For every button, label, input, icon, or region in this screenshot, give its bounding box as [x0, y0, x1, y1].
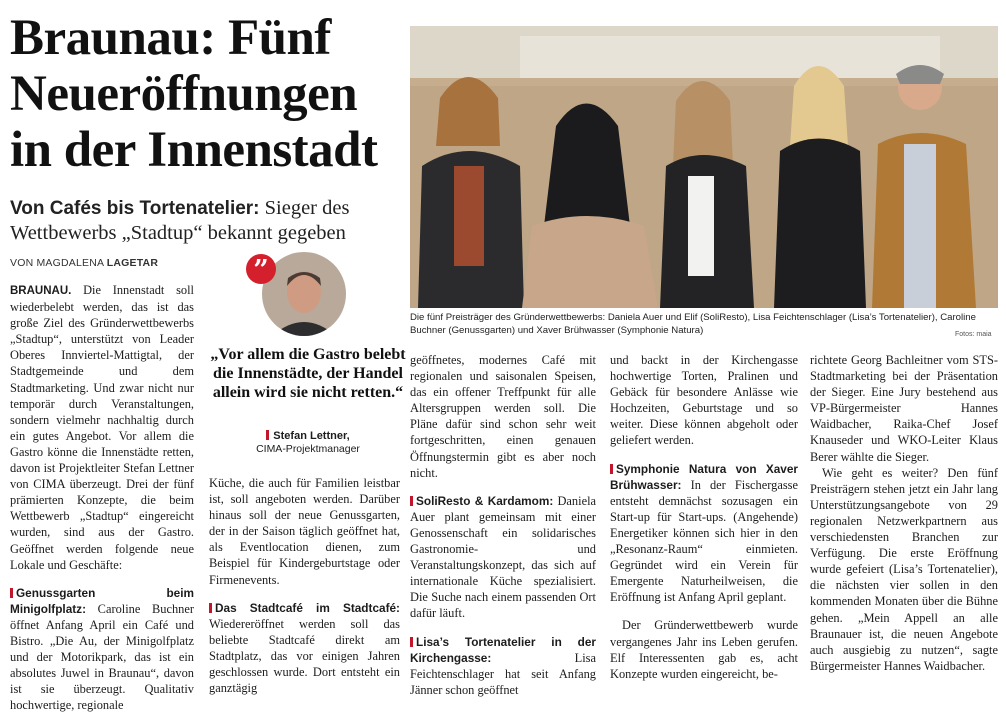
section-heading-genussgarten: Genussgarten beim Minigolfplatz: [10, 585, 194, 616]
paragraph-ausblick: Wie geht es weiter? Den fünf Preisträgern stehen jetzt ein Jahr lang Unterstützungsangebote von 29 regionalen Netzwerkpartnern aus verschiedensten Branchen zur Verfügung. Die erste Eröffnung wurde gefeiert (Lisa’s Tortenatelier), die nächsten vier sollen in den kommenden Monaten über die Bühne gehen. „Mein Appell an alle Braunauer ist, die neuen Angebote auch ausgiebig zu nutzen“, sagte Bürgermeister Hannes Waidbacher. [810, 465, 998, 673]
paragraph-stadtcafe-text: Wiedereröffnet werden soll das beliebte Stadtcafé direkt am Stadtplatz, das vor einigen Jahren geschlossen wurde. Dort entsteht ein ganztägig [209, 616, 400, 696]
subheadline [10, 196, 390, 246]
paragraph-intro [10, 282, 194, 573]
paragraph-soliresto [410, 493, 596, 622]
paragraph-tortenatelier [410, 634, 596, 698]
paragraph-genussgarten [10, 585, 194, 713]
quote-author-role: CIMA-Projektmanager [256, 443, 360, 455]
paragraph-symphonie-natura [610, 461, 798, 606]
paragraph-stadtcafe [209, 600, 400, 697]
paragraph-wettbewerb: Der Gründerwettbewerb wurde vergangenes Jahr ins Leben gerufen. Elf Interessenten gab es, acht Konzepte wurden eingereicht, be- [610, 618, 798, 681]
photo-caption: Die fünf Preisträger des Gründerwettbewerbs: Daniela Auer und Elif (SoliResto), Lisa Feichtenschlager (Lisa’s Tortenatelier), Caroline Buchner (Genussgarten) und Xaver Brühwasser (Symphonie Natura) [410, 312, 976, 336]
quote-author: Stefan Lettner, [208, 429, 408, 443]
paragraph-jury: richtete Georg Bachleitner vom STS-Stadtmarketing bei der Präsentation der Sieger. Eine Jury bestehend aus VP-Bürgermeister Hannes Waidbacher, Raika-Chef Josef Knauseder und WKO-Leiter Klaus Berer wählte die Sieger. [810, 353, 998, 464]
paragraph-tortenatelier-text: Lisa Feichtenschlager hat seit Anfang Jänner schon geöffnet [410, 650, 596, 697]
group-photo-illustration [410, 26, 998, 308]
paragraph-soliresto-text: Daniela Auer plant gemeinsam mit einer Genossenschaft ein solidarisches Gastronomie- und Veranstaltungskonzept, das sich auf internationale Küche spezialisiert. Die Suche nach einem passenden Ort dafür läuft. [410, 493, 597, 621]
paragraph-stadtcafe-cont: geöffnetes, modernes Café mit regionalen und saisonalen Speisen, das ein offener Treffpunkt für alle Altersgruppen werden soll. Die Pläne dafür sind schon sehr weit fortgeschritten, einen genauen Öffnungstermin gibt es aber noch nicht. [410, 353, 596, 480]
section-heading-symphonie-natura: Symphonie Natura von Xaver Brühwasser: [610, 461, 798, 492]
byline-author: LAGETAR [106, 257, 159, 269]
paragraph-tortenatelier-cont: und backt in der Kirchengasse hochwertige Torten, Pralinen und Gebäck für besondere Anlässe wie Hochzeiten, Geburtstage und so weiter. Diese können abgeholt oder geliefert werden. [610, 353, 798, 448]
byline [10, 257, 158, 269]
article-column-3 [410, 352, 596, 698]
byline-prefix: VON MAGDALENA [10, 257, 107, 269]
subheadline-lead: Von Cafés bis Tortenatelier: [10, 198, 260, 219]
article-column-1 [10, 282, 194, 713]
paragraph-genussgarten-cont: Küche, die auch für Familien leistbar ist, soll angeboten werden. Darüber hinaus soll der neue Genussgarten, der in der Saison täglich geöffnet hat, als Eventlocation dienen, zum Beispiel für Kindergeburtstage oder Firmenevents. [209, 476, 400, 587]
paragraph-genussgarten-text: Caroline Buchner öffnet Anfang April ein Café und Bistro. „Die Au, der Minigolfplatz und der Motorikpark, das ist ein absolutes Juwel in Braunau“, davon ist sie überzeugt. Qualitativ hochwertige, regionale [10, 601, 194, 713]
pull-quote: „Vor allem die Gastro belebt die Innenstädte, der Handel allein wird sie nicht retten.“ [210, 346, 406, 401]
section-heading-stadtcafe: Das Stadtcafé im Stadtcafé: [209, 601, 400, 615]
subheadline-text: Sieger des Wettbewerbs „Stadtup“ bekannt gegeben [10, 197, 350, 244]
paragraph-intro-text: Die Innenstadt soll wiederbelebt werden, das ist das große Ziel des Gründerwettbewerbs „Stadtup“, unterstützt von Leader Oberes Innviertel-Mattigtal, der Stadtgemeinde und dem Stadtmarketing. Und zwar nicht nur temporär durch Veranstaltungen, sondern vielmehr nachhaltig durch ein gutes Angebot. Vor allem die Gastro könne die Innenstädte retten, davon ist Projektleiter Stefan Lettner von CIMA überzeugt. Drei der fünf prämierten Konzepte, die beim Wettbewerb „Stadtup“ eingereicht wurden, sind aus der Gastro. Geöffnet werden folgende neue Lokale und Geschäfte: [10, 283, 194, 572]
article-column-4 [610, 352, 798, 682]
quote-mark-glyph: ” [253, 255, 269, 286]
dateline: BRAUNAU. [10, 285, 72, 297]
article-column-5 [810, 352, 998, 674]
photo-credit: Fotos: maia [955, 331, 992, 338]
headline: Braunau: Fünf Neueröffnungen in der Innenstadt [10, 10, 378, 178]
group-photo [410, 26, 998, 308]
section-heading-tortenatelier: Lisa’s Tortenatelier in der Kirchengasse: [410, 634, 596, 665]
section-heading-soliresto: SoliResto & Kardamom: [410, 494, 553, 508]
article-column-2 [209, 475, 400, 696]
paragraph-symphonie-natura-text: In der Fischergasse entsteht demnächst sozusagen ein Start-up für Start-ups. (Angehende) Energetiker können sich hier in den „Resonanz-Raum“ einmieten. Gegründet wird ein Verein für Emergente Naturheilweisen, die Eröffnung ist Anfang April geplant. [610, 477, 798, 605]
quote-icon [246, 254, 276, 284]
